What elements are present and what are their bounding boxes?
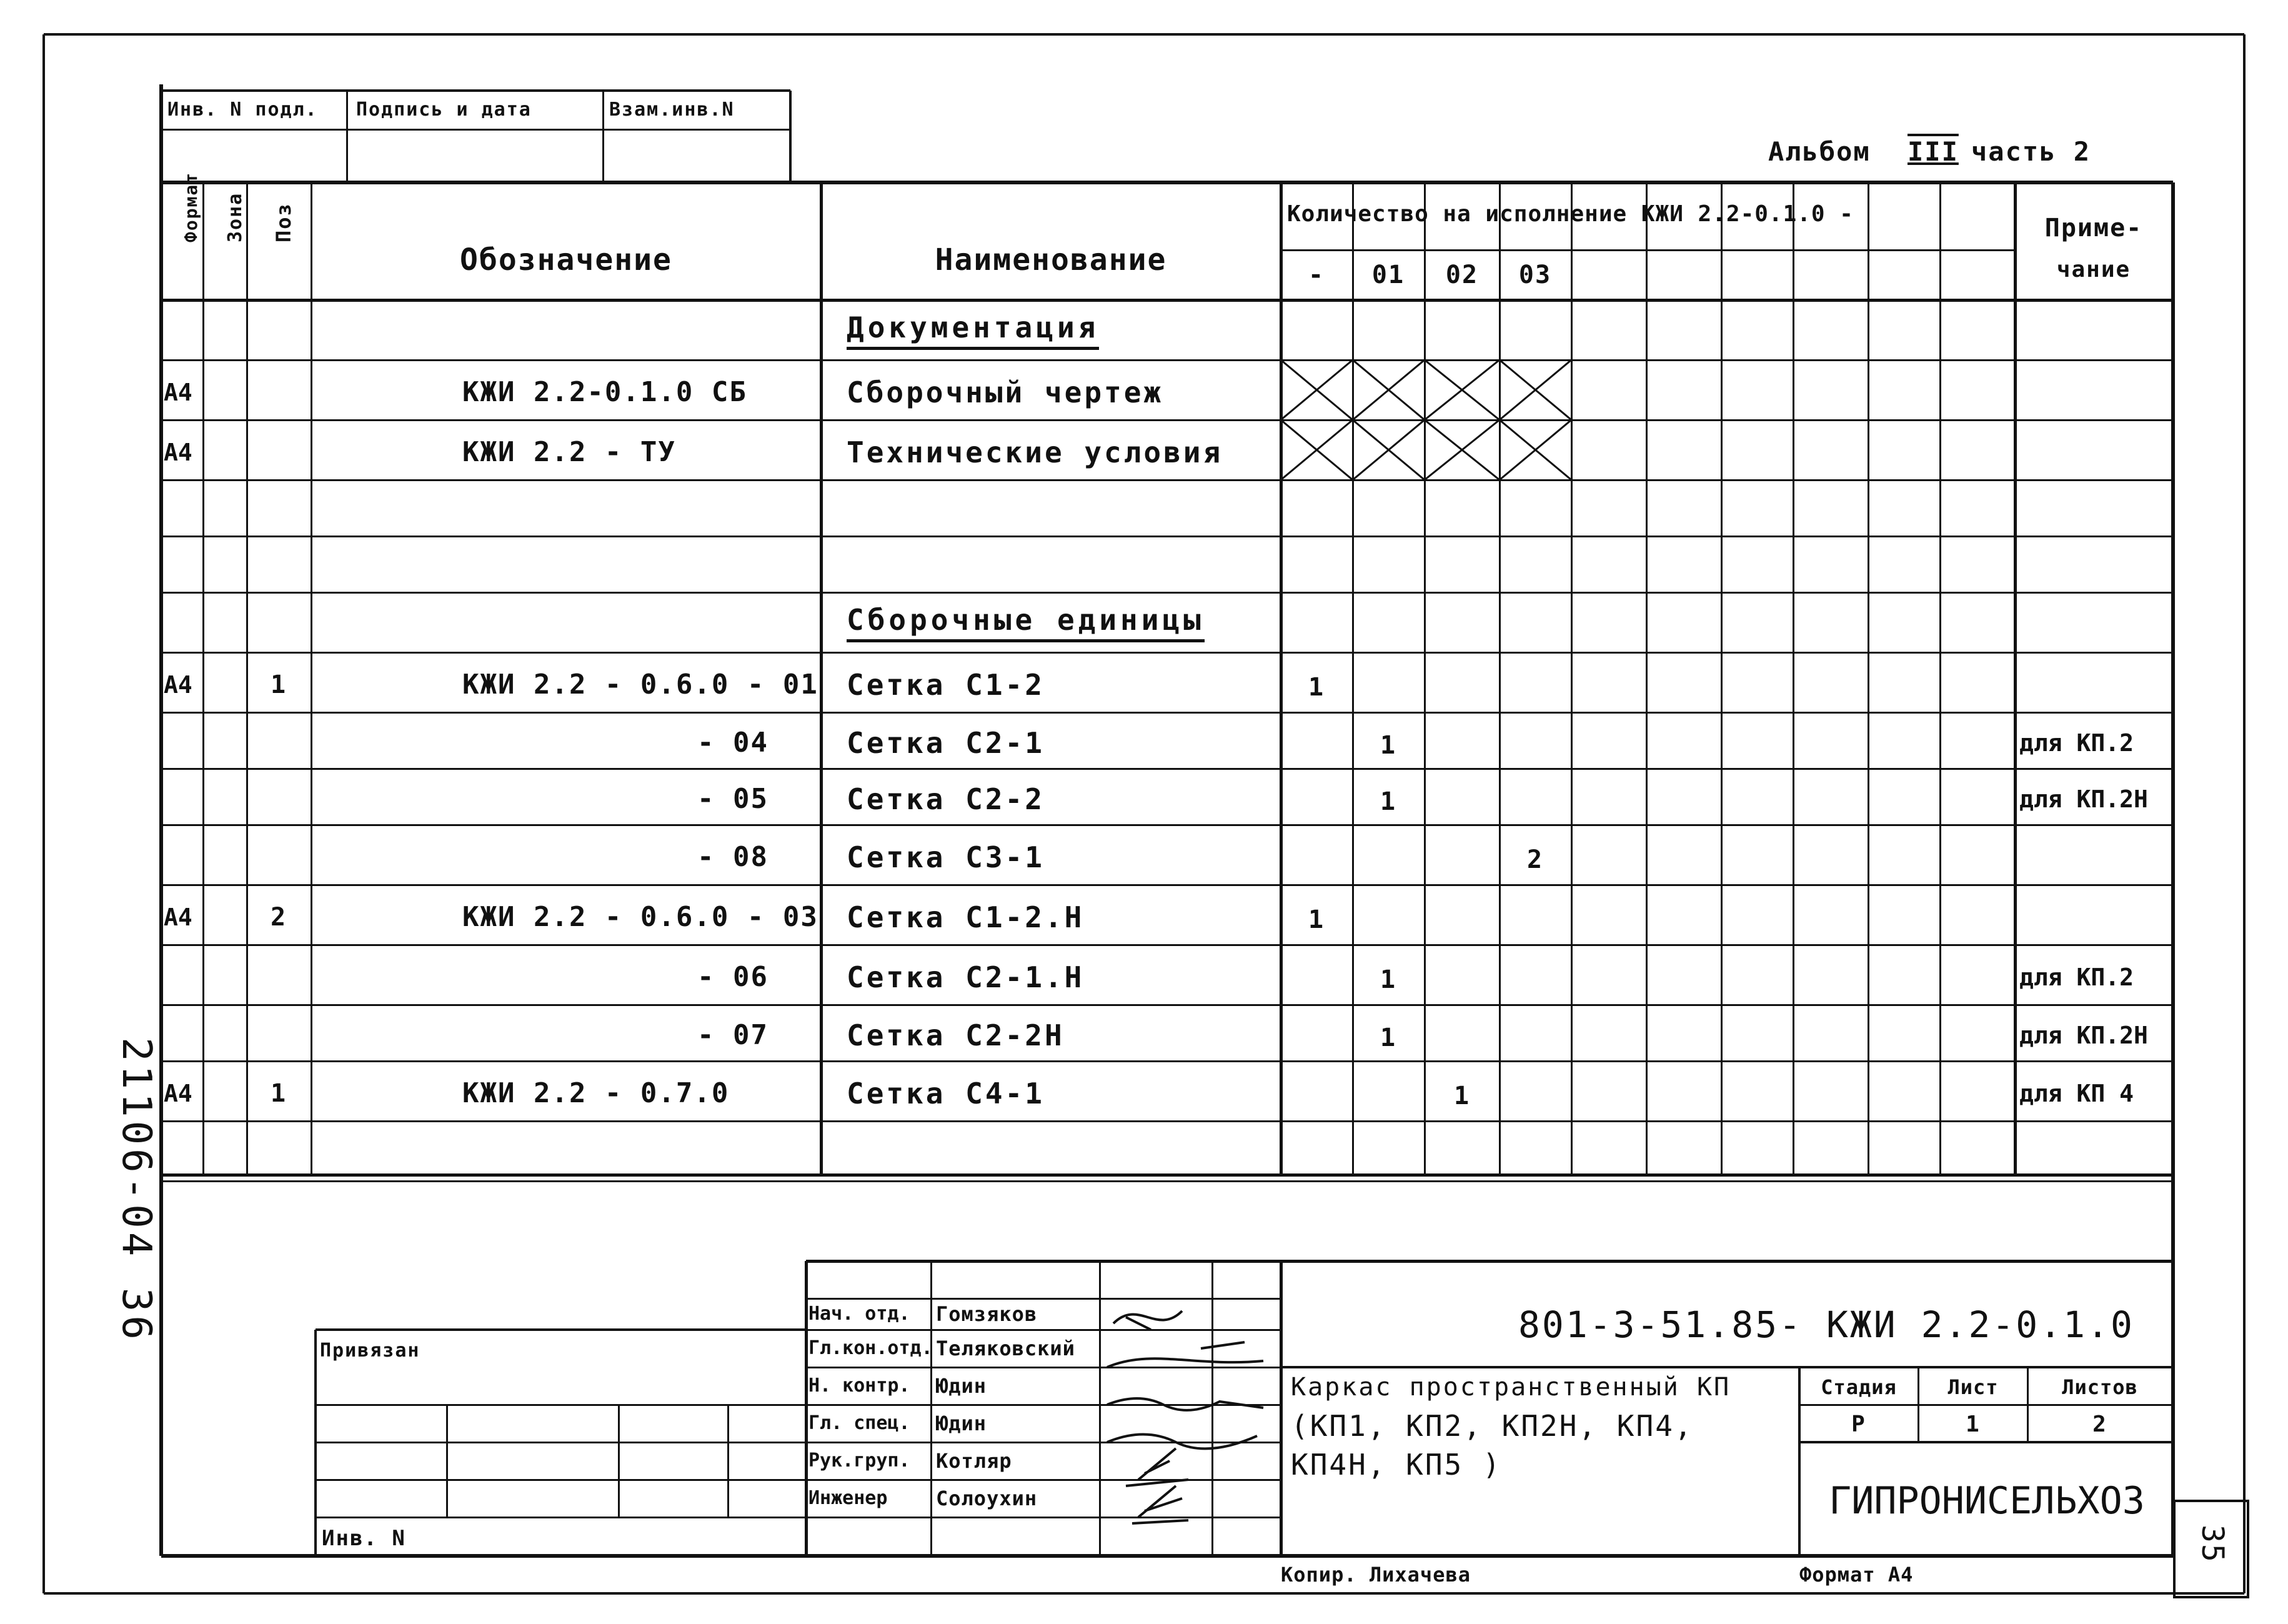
tb-role-3: Гл. спец. (808, 1412, 910, 1434)
row-line (161, 479, 2173, 481)
tb-sheet: 1 (1966, 1412, 1981, 1437)
tb-role-2: Н. контр. (808, 1375, 910, 1397)
tb-privyazan: Привязан (320, 1340, 420, 1362)
col-line (1424, 182, 1426, 1175)
header-format: Формат (181, 171, 201, 242)
col-line (1280, 182, 1283, 1175)
header-note-1: Приме- (2044, 214, 2143, 242)
tb-role-5: Инженер (808, 1487, 888, 1509)
row-12-name: Сетка С2-2Н (847, 1019, 1065, 1052)
row-13-format: A4 (164, 1080, 192, 1107)
tb-priv-line (316, 1517, 806, 1518)
tb-top (806, 1260, 2173, 1263)
row-9-name: Сетка С3-1 (847, 840, 1045, 874)
tb-role-1: Гл.кон.отд. (808, 1337, 933, 1359)
outer-frame-bottom (44, 1592, 2244, 1595)
row-2-cross-1 (1353, 420, 1425, 480)
row-2-cross-0 (1281, 420, 1353, 480)
row-line (161, 652, 2173, 654)
stamp-inv-podl-label: Инв. N подл. (167, 99, 318, 121)
stamp-bottom (161, 181, 821, 184)
tb-sheets: 2 (2092, 1412, 2107, 1437)
row-1-cross-0 (1281, 360, 1353, 420)
header-qty: Количество на исполнение КЖИ 2.2-0.1.0 - (1287, 201, 1854, 227)
header-qty-col-1: 01 (1371, 261, 1405, 289)
row-2-name: Технические условия (847, 436, 1223, 469)
col-line (202, 182, 204, 1175)
col-line (820, 182, 823, 1175)
row-6-qty-0: 1 (1308, 673, 1325, 702)
tb-priv-top (316, 1328, 806, 1331)
col-line (2172, 182, 2175, 1175)
tb-role-name (930, 1261, 932, 1556)
row-line (161, 1120, 2173, 1122)
header-note-2: чание (2056, 257, 2131, 282)
col-line (1939, 182, 1941, 1175)
row-13-name: Сетка С4-1 (847, 1077, 1045, 1110)
outer-frame-left (42, 34, 45, 1593)
row-line (161, 592, 2173, 594)
row-13-designation: КЖИ 2.2 - 0.7.0 (462, 1077, 730, 1109)
col-line (1571, 182, 1573, 1175)
row-7-name: Сетка С2-1 (847, 726, 1045, 760)
row-line (161, 1004, 2173, 1006)
row-11-qty-1: 1 (1380, 965, 1397, 994)
tb-priv-col (446, 1405, 448, 1517)
row-1-cross-2 (1425, 360, 1500, 420)
row-1-format: A4 (164, 379, 192, 406)
tb-stage-line (1799, 1404, 2173, 1406)
side-code: 21106-04 36 (113, 1037, 159, 1343)
row-12-note: для КП.2Н (2019, 1022, 2148, 1049)
tb-name-5: Солоухин (936, 1487, 1038, 1510)
header-designation: Обозначение (460, 242, 672, 277)
table-bottom (161, 1173, 2173, 1177)
stamp-div1 (346, 91, 348, 182)
row-8-name: Сетка С2-2 (847, 782, 1045, 816)
tb-signatures (1101, 1298, 1288, 1548)
album-roman: III (1907, 136, 1959, 167)
tb-role-4: Рук.груп. (808, 1450, 910, 1472)
row-0-name: Документация (847, 313, 1099, 350)
stamp-podpis-label: Подпись и дата (356, 99, 532, 121)
tb-stage-col1 (1917, 1367, 1919, 1442)
tb-name-3: Юдин (936, 1412, 987, 1435)
tb-priv-col (727, 1405, 729, 1517)
header-name: Наименование (935, 242, 1167, 277)
tb-priv-line (316, 1479, 806, 1481)
row-1-cross-1 (1353, 360, 1425, 420)
row-9-qty-3: 2 (1526, 845, 1544, 874)
row-7-qty-1: 1 (1380, 731, 1397, 760)
footer-copied: Копир. Лихачева (1281, 1563, 1471, 1587)
header-pos: Поз (272, 202, 296, 242)
row-8-designation: - 05 (697, 783, 768, 815)
row-line (161, 359, 2173, 361)
album-part: часть 2 (1971, 136, 2091, 167)
tb-title-1: (КП1, КП2, КП2Н, КП4, (1291, 1409, 1694, 1443)
tb-org: ГИПРОНИСЕЛЬХОЗ (1829, 1479, 2145, 1523)
tb-sheet-header: Лист (1947, 1375, 1999, 1399)
row-line (161, 768, 2173, 770)
row-line (161, 824, 2173, 826)
row-13-pos: 1 (270, 1079, 287, 1108)
row-2-cross-3 (1500, 420, 1571, 480)
tb-sheets-header: Листов (2062, 1375, 2138, 1399)
row-13-qty-2: 1 (1453, 1082, 1471, 1110)
row-7-designation: - 04 (697, 727, 768, 759)
outer-frame-top (44, 33, 2244, 36)
row-8-note: для КП.2Н (2019, 785, 2148, 813)
row-line (161, 884, 2173, 886)
tb-code-bottom (1281, 1366, 2173, 1368)
tb-title-2: КП4Н, КП5 ) (1291, 1448, 1502, 1482)
stamp-mid (161, 129, 790, 131)
header-bottom (161, 299, 2173, 302)
tb-name-2: Юдин (936, 1374, 987, 1398)
row-12-designation: - 07 (697, 1019, 768, 1051)
tb-name-4: Котляр (936, 1449, 1012, 1473)
row-1-cross-3 (1500, 360, 1571, 420)
row-11-designation: - 06 (697, 961, 768, 993)
stamp-right (789, 91, 792, 182)
tb-title-0: Каркас пространственный КП (1291, 1373, 1731, 1402)
row-9-designation: - 08 (697, 841, 768, 873)
row-6-format: A4 (164, 671, 192, 699)
row-6-pos: 1 (270, 670, 287, 699)
tb-stage-bottom (1799, 1441, 2173, 1443)
tb-doc-code: 801-3-51.85- КЖИ 2.2-0.1.0 (1518, 1303, 2134, 1346)
row-line (161, 1060, 2173, 1062)
tb-priv-col (618, 1405, 620, 1517)
row-11-name: Сетка С2-1.Н (847, 960, 1085, 994)
row-7-note: для КП.2 (2019, 729, 2134, 757)
album-label: Альбом (1768, 136, 1871, 167)
tb-stage-header: Стадия (1821, 1375, 1897, 1399)
col-line (1646, 182, 1648, 1175)
page-number: 35 (2195, 1525, 2230, 1563)
tb-stage-col2 (2027, 1367, 2029, 1442)
tb-priv-line (316, 1404, 806, 1406)
tb-name-0: Гомзяков (936, 1302, 1038, 1326)
row-line (161, 944, 2173, 946)
col-line (1793, 182, 1794, 1175)
col-line (1352, 182, 1354, 1175)
col-line (160, 182, 163, 1175)
frame-bottom (161, 1554, 2173, 1558)
row-12-qty-1: 1 (1380, 1024, 1397, 1052)
col-line (1868, 182, 1869, 1175)
header-sub-line (1281, 249, 2015, 251)
row-line (161, 536, 2173, 537)
tb-role-0: Нач. отд. (808, 1303, 910, 1325)
row-10-designation: КЖИ 2.2 - 0.6.0 - 03 (462, 901, 818, 933)
outer-frame-right (2243, 34, 2246, 1593)
row-line (161, 419, 2173, 421)
row-10-name: Сетка С1-2.Н (847, 900, 1085, 934)
header-qty-col-0: - (1308, 261, 1325, 289)
col-line (1499, 182, 1501, 1175)
stamp-vzam-label: Взам.инв.N (609, 99, 735, 121)
row-10-pos: 2 (270, 903, 287, 932)
row-11-note: для КП.2 (2019, 964, 2134, 991)
row-2-designation: КЖИ 2.2 - ТУ (462, 436, 676, 468)
row-5-name: Сборочные единицы (847, 605, 1205, 642)
stamp-div2 (602, 91, 604, 182)
row-2-cross-2 (1425, 420, 1500, 480)
tb-stage: Р (1851, 1412, 1866, 1437)
tb-left (805, 1261, 808, 1556)
header-qty-col-2: 02 (1445, 261, 1479, 289)
row-13-note: для КП 4 (2019, 1080, 2134, 1107)
row-6-name: Сетка С1-2 (847, 668, 1045, 702)
stamp-top (161, 89, 790, 92)
frame-top (821, 181, 2173, 184)
row-10-qty-0: 1 (1308, 905, 1325, 934)
row-10-format: A4 (164, 904, 192, 931)
footer-format: Формат А4 (1799, 1563, 1914, 1587)
tb-name-1: Теляковский (936, 1337, 1075, 1360)
header-zone: Зона (224, 192, 246, 242)
col-line (2014, 182, 2017, 1175)
header-qty-col-3: 03 (1518, 261, 1552, 289)
tb-priv-line (316, 1442, 806, 1443)
row-6-designation: КЖИ 2.2 - 0.6.0 - 01 (462, 669, 818, 700)
row-line (161, 712, 2173, 714)
row-8-qty-1: 1 (1380, 787, 1397, 816)
tb-inv: Инв. N (322, 1526, 406, 1551)
row-line (161, 1180, 2173, 1182)
col-line (246, 182, 248, 1175)
row-1-designation: КЖИ 2.2-0.1.0 СБ (462, 376, 747, 408)
tb-stage-left (1798, 1367, 1801, 1556)
row-2-format: A4 (164, 439, 192, 466)
col-line (311, 182, 312, 1175)
col-line (1721, 182, 1723, 1175)
row-1-name: Сборочный чертеж (847, 376, 1164, 409)
